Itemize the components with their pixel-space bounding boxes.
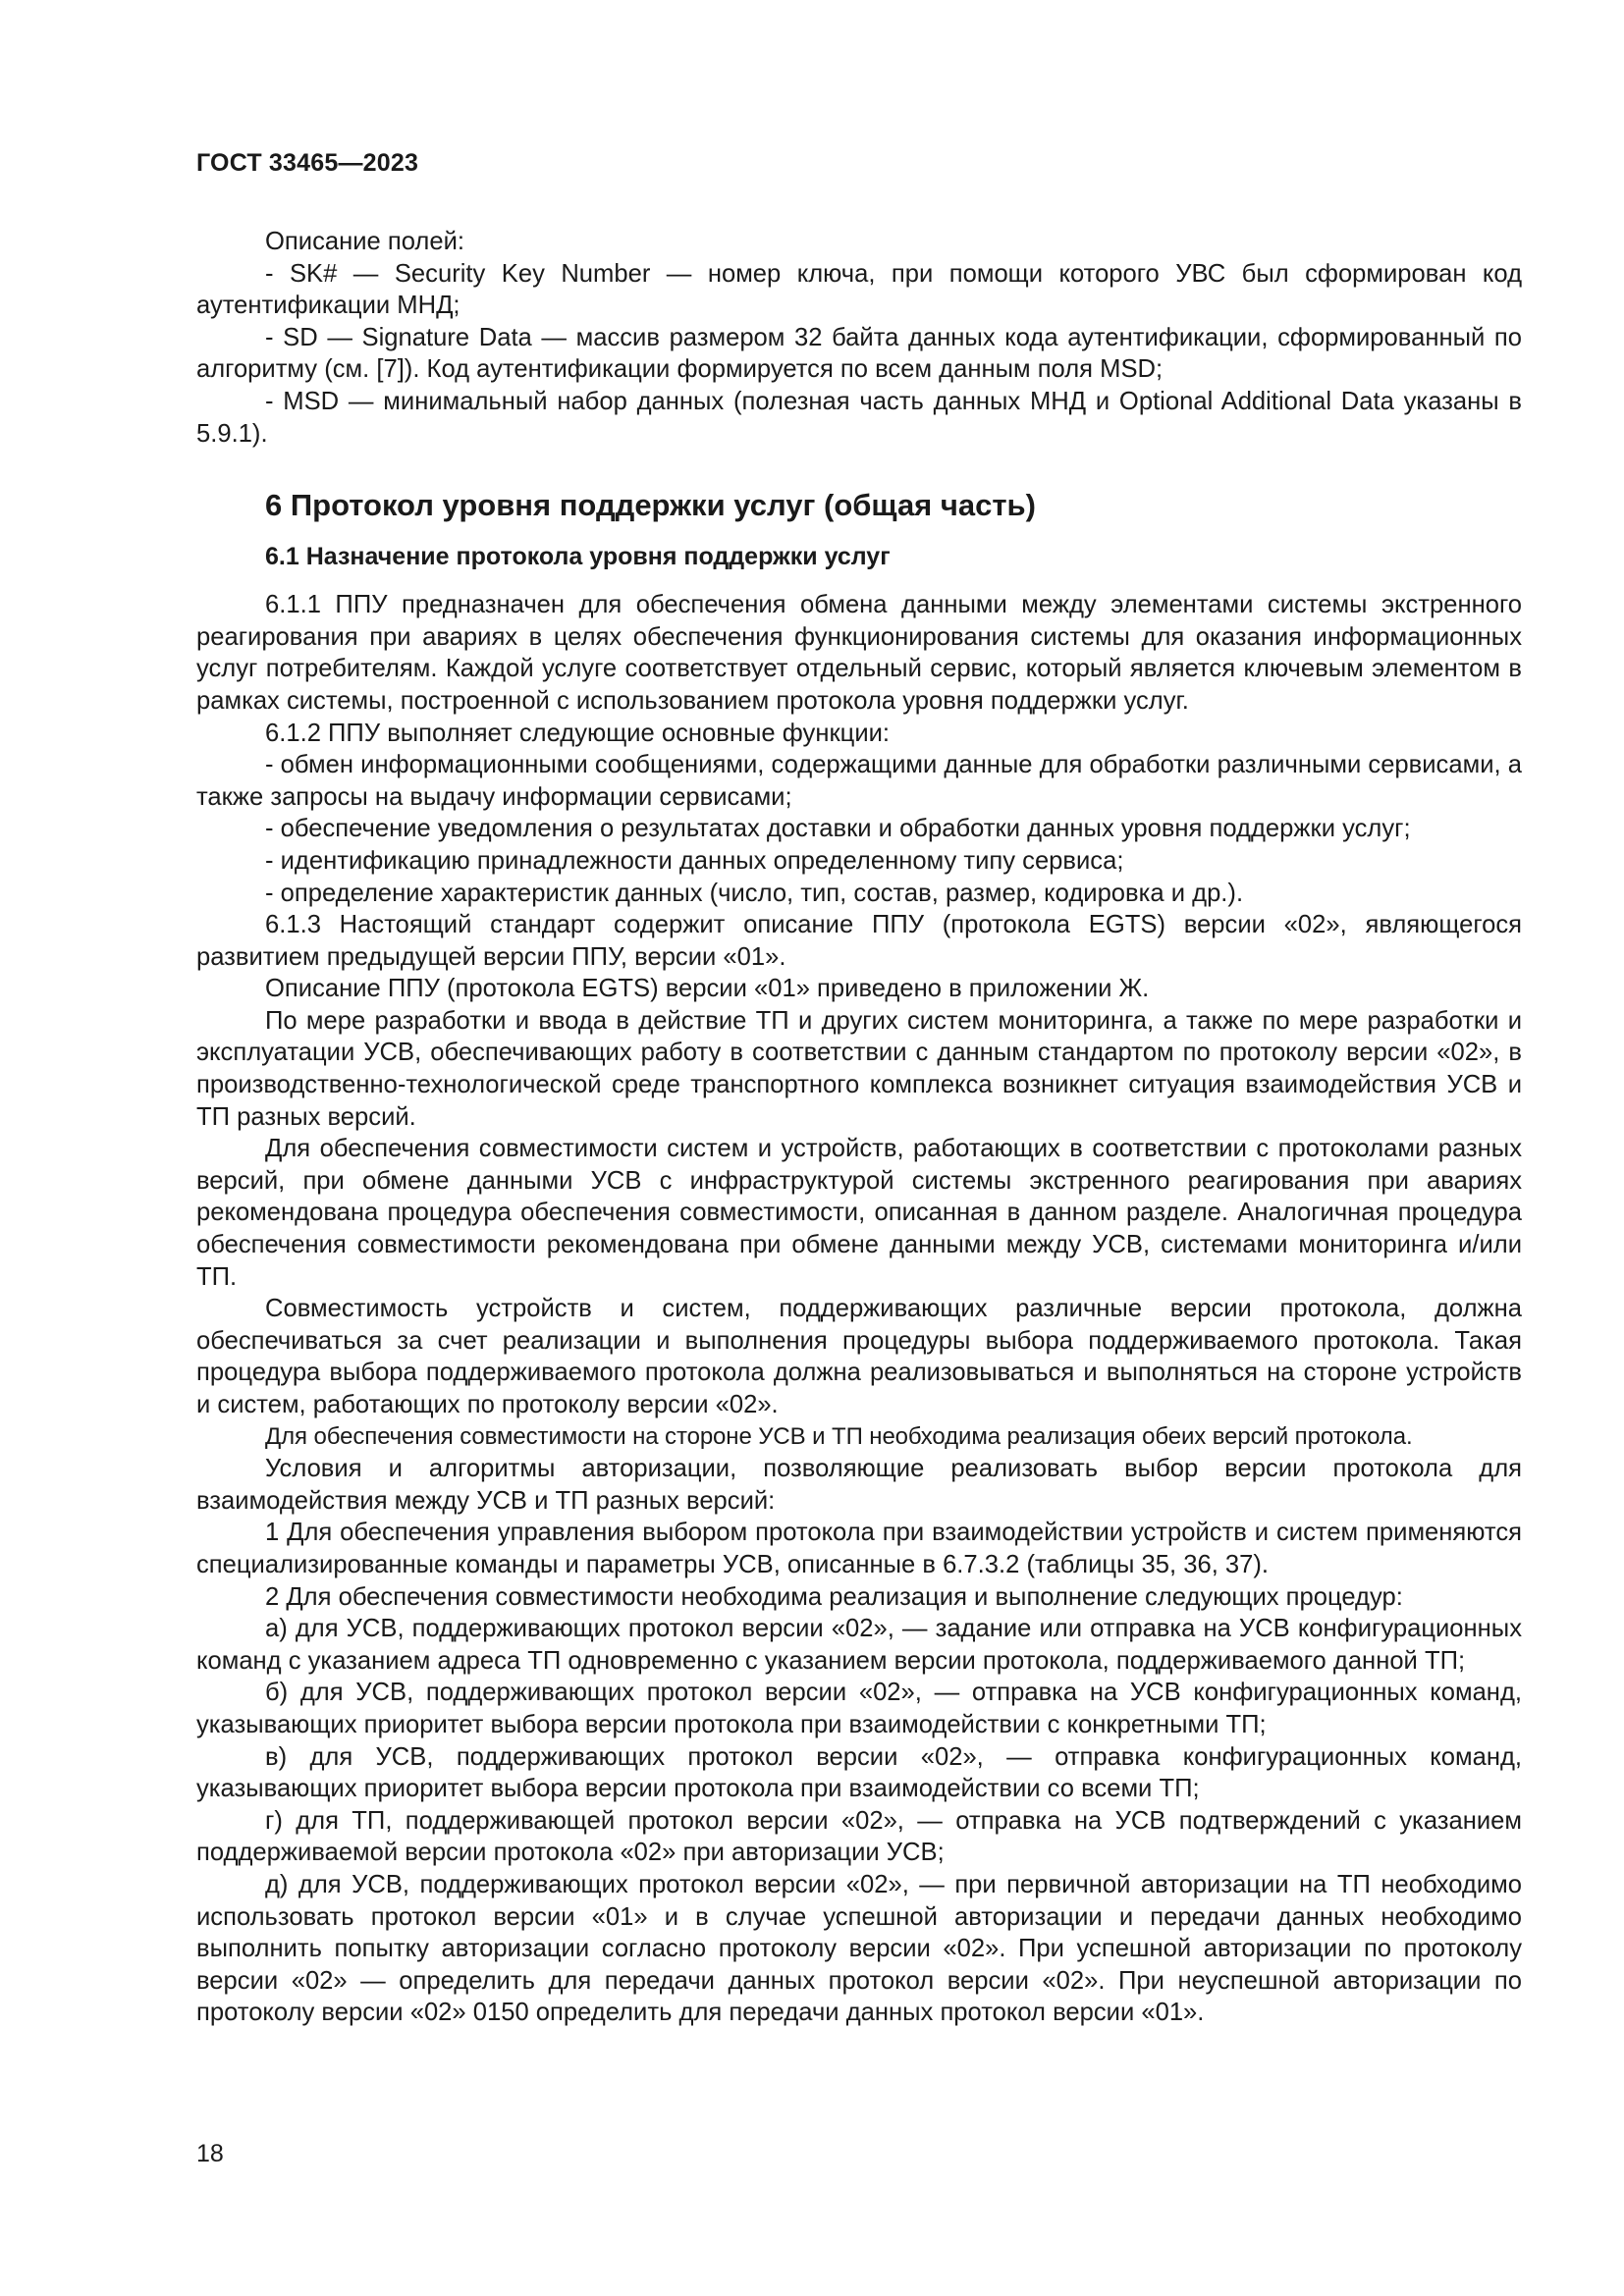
paragraph-6-1-3: 6.1.3 Настоящий стандарт содержит описание ППУ (протокола EGTS) версии «02», являющегося развитием предыдущей версии ППУ, версии «01». — [196, 911, 1522, 971]
document-header: ГОСТ 33465—2023 — [196, 149, 419, 177]
procedure-item-g: г) для ТП, поддерживающей протокол версии «02», — отправка на УСВ подтверждений с указанием поддерживаемой версии протокола «02» при авторизации УСВ; — [196, 1806, 1522, 1867]
page-number: 18 — [196, 2140, 224, 2167]
paragraph-6-1-2: 6.1.2 ППУ выполняет следующие основные функции: — [265, 719, 891, 747]
field-description-sd: - SD — Signature Data — массив размером 32 байта данных кода аутентификации, сформированный по алгоритму (см. [7]). Код аутентификации формируется по всем данным поля MSD; — [196, 323, 1522, 384]
list-item-function: - обмен информационными сообщениями, содержащими данные для обработки различными сервисами, а также запросы на выдачу информации сервисами; — [196, 751, 1522, 811]
procedure-item-b: б) для УСВ, поддерживающих протокол версии «02», — отправка на УСВ конфигурационных команд, указывающих приоритет выбора версии протокола при взаимодействии с конкретными ТП; — [196, 1679, 1522, 1738]
list-item-function: - обеспечение уведомления о результатах доставки и обработки данных уровня поддержки услуг; — [265, 815, 1411, 843]
subsection-heading: 6.1 Назначение протокола уровня поддержки услуг — [265, 543, 891, 571]
procedure-item-v: в) для УСВ, поддерживающих протокол версии «02», — отправка конфигурационных команд, указывающих приоритет выбора версии протокола при взаимодействии со всеми ТП; — [196, 1742, 1522, 1803]
paragraph-6-1-1: 6.1.1 ППУ предназначен для обеспечения обмена данными между элементами системы экстренного реагирования при авариях в целях обеспечения функционирования системы для оказания информационных услуг потребителям. Каждой услуге соответствует отдельный сервис, который является ключевым элементом в рамках системы, построенной с использованием протокола уровня поддержки услуг. — [196, 591, 1522, 715]
condition-item-2: 2 Для обеспечения совместимости необходима реализация и выполнение следующих процедур: — [265, 1582, 1403, 1611]
condition-item-1: 1 Для обеспечения управления выбором протокола при взаимодействии устройств и систем применяются специализированные команды и параметры УСВ, описанные в 6.7.3.2 (таблицы 35, 36, 37). — [196, 1519, 1522, 1578]
list-item-function: - определение характеристик данных (число, тип, состав, размер, кодировка и др.). — [265, 879, 1244, 907]
field-description-msd: - MSD — минимальный набор данных (полезная часть данных МНД и Optional Additional Data указаны в 5.9.1). — [196, 387, 1522, 448]
fields-intro-title: Описание полей: — [265, 228, 464, 255]
field-description-sk: - SK# — Security Key Number — номер ключа, при помощи которого УВС был сформирован код аутентификации МНД; — [196, 259, 1522, 320]
paragraph-compatibility-selection: Совместимость устройств и систем, поддерживающих различные версии протокола, должна обеспечиваться за счет реализации и выполнения процедуры выбора поддерживаемого протокола. Такая процедура выбора поддерживаемого протокола должна реализовываться и выполняться на стороне устройств и систем, работающих по протоколу версии «02». — [196, 1295, 1522, 1418]
paragraph-compatibility-procedure: Для обеспечения совместимости систем и устройств, работающих в соответствии с протоколами разных версий, при обмене данными УСВ с инфраструктурой системы экстренного реагирования при авариях рекомендована процедура обеспечения совместимости, описанная в данном разделе. Аналогичная процедура обеспечения совместимости рекомендована при обмене данными между УСВ, системами мониторинга и/или ТП. — [196, 1135, 1522, 1291]
paragraph-appendix-reference: Описание ППУ (протокола EGTS) версии «01» приведено в приложении Ж. — [265, 975, 1150, 1003]
paragraph-authorization-conditions: Условия и алгоритмы авторизации, позволяющие реализовать выбор версии протокола для взаимодействия между УСВ и ТП разных версий: — [196, 1455, 1522, 1515]
section-heading: 6 Протокол уровня поддержки услуг (общая часть) — [265, 488, 1036, 523]
paragraph-development: По мере разработки и ввода в действие ТП и других систем мониторинга, а также по мере разработки и эксплуатации УСВ, обеспечивающих работу в соответствии с данным стандартом по протоколу версии «02», в производственно-технологической среде транспортного комплекса возникнет ситуация взаимодействия УСВ и ТП разных версий. — [196, 1006, 1522, 1131]
procedure-item-a: а) для УСВ, поддерживающих протокол версии «02», — задание или отправка на УСВ конфигурационных команд с указанием адреса ТП одновременно с указанием версии протокола, поддерживаемого данной ТП; — [196, 1615, 1522, 1675]
document-body — [196, 226, 1522, 2029]
paragraph-both-versions: Для обеспечения совместимости на стороне УСВ и ТП необходима реализация обеих версий протокола. — [265, 1422, 1413, 1450]
procedure-item-d: д) для УСВ, поддерживающих протокол версии «02», — при первичной авторизации на ТП необходимо использовать протокол версии «01» и в случае успешной авторизации и передачи данных необходимо выполнить попытку авторизации согласно протоколу версии «02». При успешной авторизации по протоколу версии «02» — определить для передачи данных протокол версии «02». При неуспешной авторизации по протоколу версии «02» 0150 определить для передачи данных протокол версии «01». — [196, 1870, 1522, 2027]
list-item-function: - идентификацию принадлежности данных определенному типу сервиса; — [265, 846, 1124, 875]
